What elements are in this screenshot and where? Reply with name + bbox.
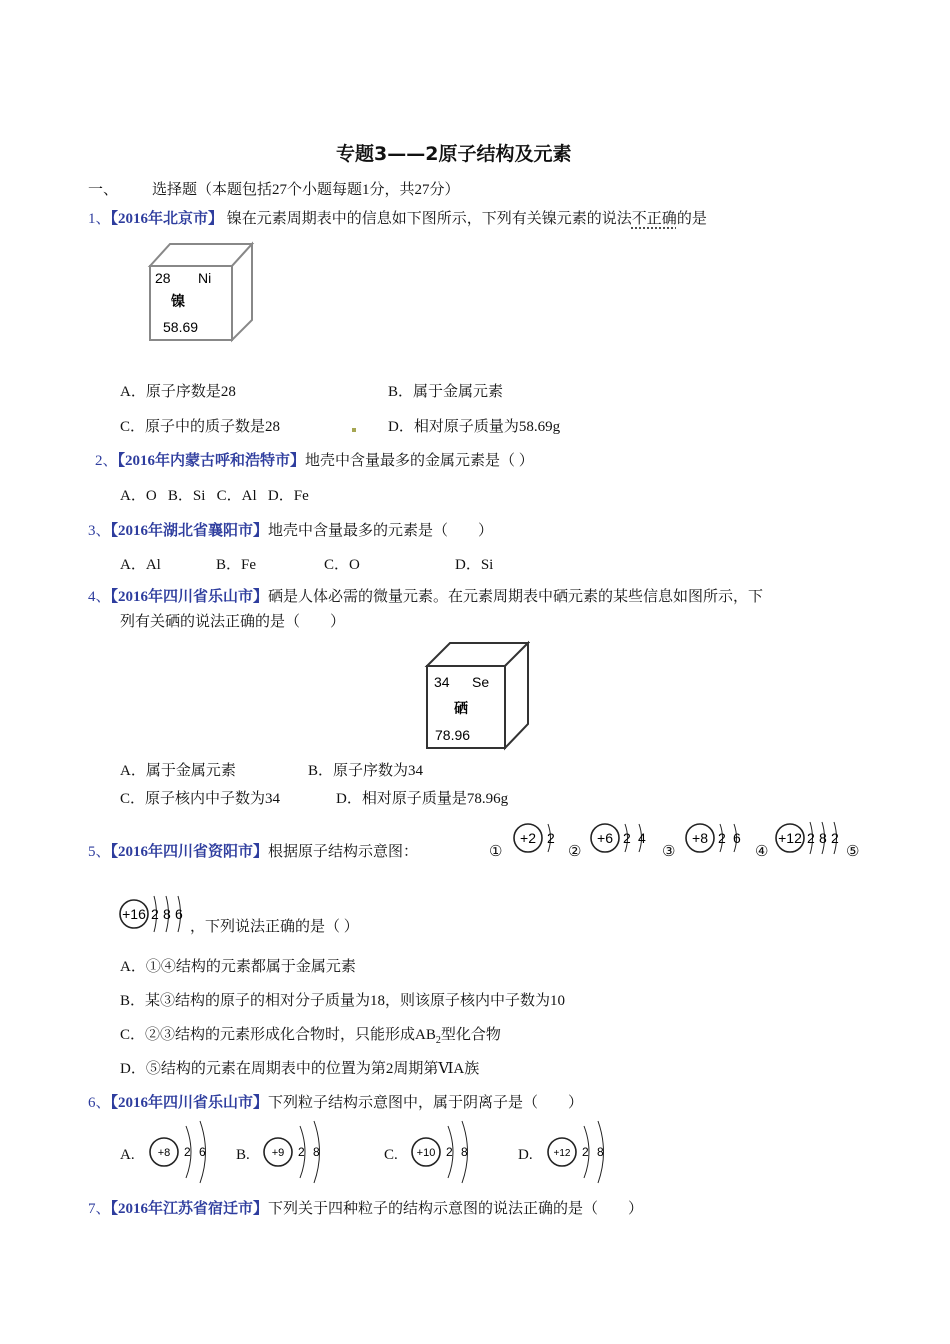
ion-diagram-b [260,1118,326,1186]
question-6 [88,1093,583,1113]
nucleus-charge: +8 [157,1147,171,1159]
nucleus-charge: +10 [416,1147,436,1159]
question-number: 6、 [88,1095,111,1111]
shell-electrons: 2 [547,830,555,846]
question-number: 7、 [88,1201,111,1217]
section-heading: 选择题（本题包括27个小题每题1分，共27分） [152,182,460,198]
question-text: 硒是人体必需的微量元素。在元素周期表中硒元素的某些信息如图所示，下 [268,589,764,605]
element-name: 镍 [171,293,185,309]
nucleus-charge: +6 [597,830,613,846]
option-a: A．原子序数是28 [120,384,236,400]
nucleus-charge: +9 [271,1147,285,1159]
shell-electrons: 4 [638,830,646,846]
option-b: B．属于金属元素 [388,384,504,400]
shell-electrons: 2 [298,1145,305,1159]
option-a: A．①④结构的元素都属于金属元素 [120,959,356,975]
question-text: 地壳中含量最多的元素是（ ） [268,523,494,539]
question-text: 根据原子结构示意图： [268,844,419,860]
selenium-element-tile [424,640,530,752]
option-a: A．属于金属元素 [120,763,236,779]
question-number: 5、 [88,844,111,860]
atomic-mass: 78.96 [435,727,471,743]
atom-diagram-1 [512,818,562,862]
nucleus-charge: +16 [122,906,146,922]
option-c-label: C. [384,1147,398,1163]
shell-electrons: 6 [175,906,183,922]
option-c-text: C．②③结构的元素形成化合物时，只能形成AB [120,1027,436,1043]
shell-electrons: 6 [199,1145,206,1159]
question-text-end: 的是 [676,211,707,227]
question-text: 地壳中含量最多的金属元素是（ ） [305,453,534,469]
question-source: 【2016年内蒙古呼和浩特市】 [117,453,306,469]
marker-3: ③ [662,844,676,860]
question-text: 下列关于四种粒子的结构示意图的说法正确的是（ ） [268,1201,644,1217]
nucleus-charge: +2 [520,830,536,846]
nucleus-charge: +12 [778,830,802,846]
atom-diagram-2 [589,818,655,862]
option-c [120,1025,501,1051]
question-number: 2、 [95,453,118,469]
question-text: 下列粒子结构示意图中，属于阴离子是（ ） [268,1095,584,1111]
ion-diagram-d [544,1118,610,1186]
question-number: 4、 [88,589,111,605]
shell-electrons: 8 [313,1145,320,1159]
shell-electrons: 8 [163,906,171,922]
question-text-line2: 列有关硒的说法正确的是（ ） [120,614,346,630]
option-c: C．O [324,557,360,573]
nickel-element-tile [146,240,258,344]
option-a: A．Al [120,557,161,573]
atom-diagram-3 [684,818,750,862]
marker-5: ⑤ [846,844,860,860]
option-d: D．相对原子质量是78.96g [336,791,509,807]
shell-electrons: 2 [184,1145,191,1159]
marker-1: ① [489,844,503,860]
shell-electrons: 8 [819,830,827,846]
option-d: D．相对原子质量为58.69g [388,419,561,435]
option-d: D．Si [455,557,494,573]
element-symbol: Ni [198,270,212,286]
option-c: C．原子中的质子数是28 [120,419,281,435]
question-7 [88,1199,643,1219]
emphasis-text: 不正确 [631,211,677,227]
shell-electrons: 2 [582,1145,589,1159]
question-number: 1、 [88,211,111,227]
question-text: 镍在元素周期表中的信息如下图所示，下列有关镍元素的说法 [226,211,632,227]
option-b: B．某③结构的原子的相对分子质量为18，则该原子核内中子数为10 [120,993,566,1009]
question-number: 3、 [88,523,111,539]
shell-electrons: 6 [733,830,741,846]
option-c-text-end: 型化合物 [440,1027,501,1043]
shell-electrons: 8 [461,1145,468,1159]
atomic-number: 34 [434,674,450,690]
question-source: 【2016年江苏省宿迁市】 [110,1201,269,1217]
option-a-label: A. [120,1147,135,1163]
question-3 [88,521,493,541]
option-d: D．⑤结构的元素在周期表中的位置为第2周期第ⅥA族 [120,1061,480,1077]
shell-electrons: 2 [807,830,815,846]
marker-2: ② [568,844,582,860]
question-source: 【2016年四川省乐山市】 [110,589,269,605]
question-5 [88,842,418,862]
atom-diagram-5 [118,890,190,936]
question-2 [95,451,534,471]
subscript: 2 [435,1035,441,1046]
options: A．O B．Si C．Al D．Fe [120,488,309,504]
shell-electrons: 2 [446,1145,453,1159]
question-source: 【2016年四川省乐山市】 [110,1095,269,1111]
question-1 [88,209,707,229]
shell-electrons: 8 [597,1145,604,1159]
marker-4: ④ [755,844,769,860]
ion-diagram-c [408,1118,474,1186]
option-c: C．原子核内中子数为34 [120,791,281,807]
option-b: B．原子序数为34 [308,763,424,779]
atomic-mass: 58.69 [163,319,199,335]
section-index: 一、 [88,182,119,198]
page-title: 专题3——2原子结构及元素 [336,143,572,165]
option-b: B．Fe [216,557,257,573]
question-4 [88,587,763,607]
shell-electrons: 2 [831,830,839,846]
option-d-label: D. [518,1147,533,1163]
ion-diagram-a [146,1118,212,1186]
element-name: 硒 [454,700,468,716]
atom-diagram-4 [774,816,846,862]
question-text-tail: ，下列说法正确的是（ ） [190,919,359,935]
question-source: 【2016年四川省资阳市】 [110,844,269,860]
nucleus-charge: +8 [692,830,708,846]
option-b-label: B. [236,1147,250,1163]
question-source: 【2016年北京市】 [110,211,224,227]
shell-electrons: 2 [151,906,159,922]
shell-electrons: 2 [718,830,726,846]
shell-electrons: 2 [623,830,631,846]
element-symbol: Se [472,674,490,690]
atomic-number: 28 [155,270,171,286]
nucleus-charge: +12 [553,1148,571,1159]
stray-mark [352,428,356,432]
question-source: 【2016年湖北省襄阳市】 [110,523,269,539]
